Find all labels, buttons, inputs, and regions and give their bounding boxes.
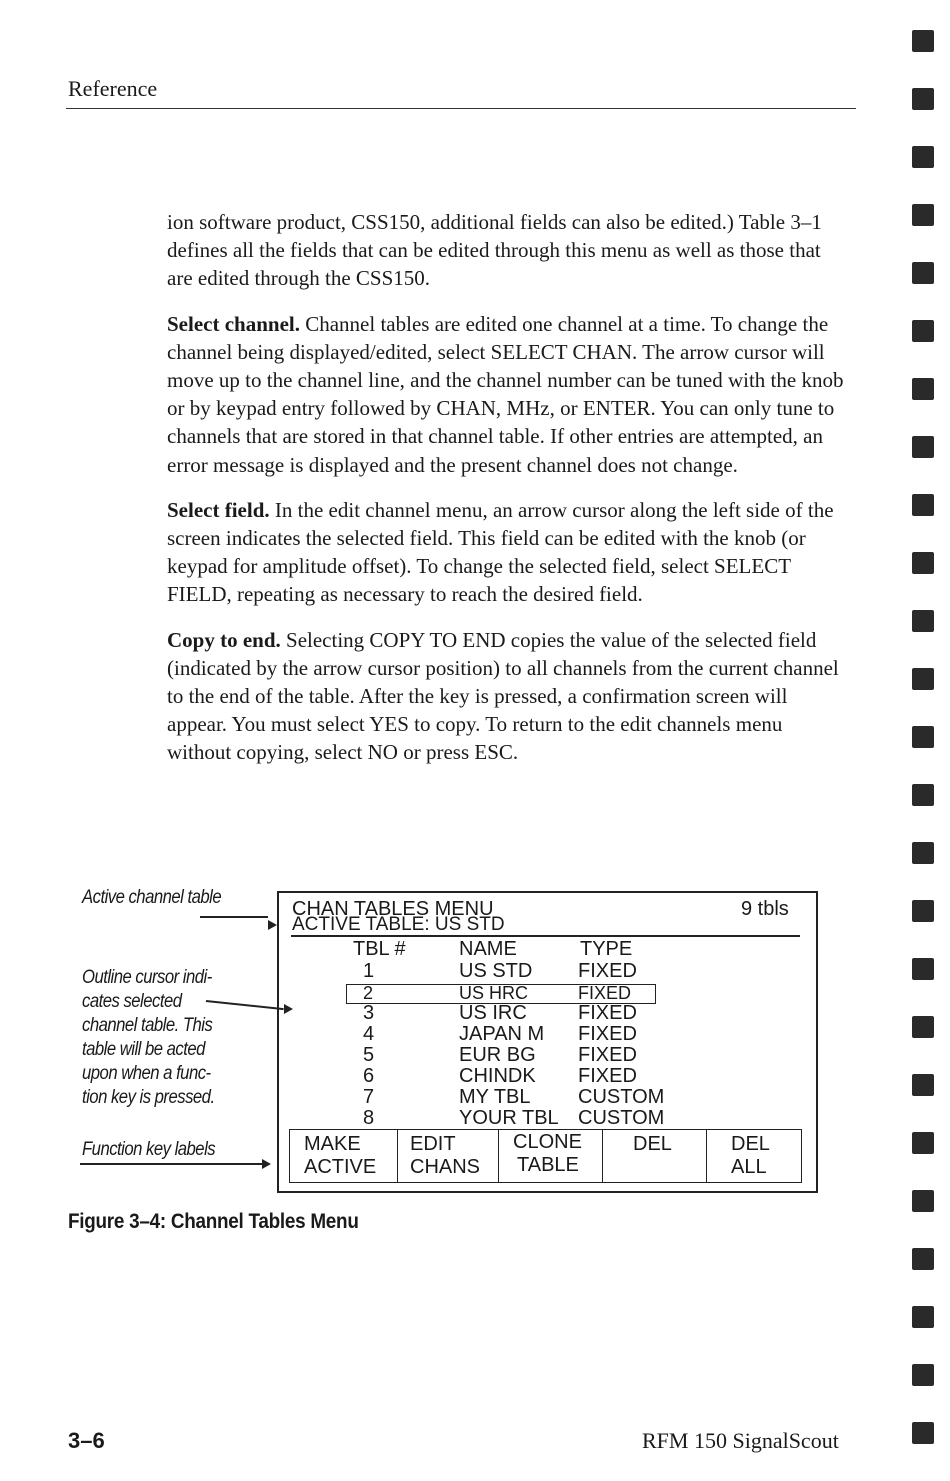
thumb-tab: [912, 784, 934, 806]
fkey-label-line1: CLONE: [513, 1131, 582, 1153]
del-key[interactable]: [603, 1130, 707, 1182]
thumb-tab: [912, 146, 934, 168]
table-row-num: 7: [363, 1086, 375, 1108]
del-all-key[interactable]: [707, 1130, 800, 1182]
table-row-num: 4: [363, 1023, 375, 1045]
active-table-line: ACTIVE TABLE: US STD: [292, 914, 505, 935]
thumb-tab: [912, 726, 934, 748]
table-row-type: FIXED: [578, 983, 632, 1003]
thumb-tab: [912, 1190, 934, 1212]
screen-divider: [291, 935, 800, 937]
fkey-label-line1: DEL: [633, 1133, 672, 1155]
table-row-name: US HRC: [459, 983, 529, 1003]
fkey-label-line2: ACTIVE: [304, 1156, 377, 1178]
thumb-tab: [912, 378, 934, 400]
paragraph-copy-to-end: Copy to end. Selecting COPY TO END copies the value of the selected field (indicated by the arrow cursor position) to all channels from the current channel to the end of the table. After the key is pressed, a confirmation screen will appear. You must select YES to copy. To return to the edit channels menu without copying, select NO or press ESC.: [167, 627, 839, 765]
page-number: 3–6: [68, 1428, 105, 1453]
callout-function-key-labels: Function key labels: [82, 1139, 216, 1160]
table-row-num: 6: [363, 1065, 375, 1087]
footer-product-title: RFM 150 SignalScout: [642, 1428, 839, 1453]
thumb-tab: [912, 1306, 934, 1328]
table-row-name: JAPAN M: [459, 1023, 545, 1045]
header-rule: [66, 108, 856, 109]
table-row-type: CUSTOM: [578, 1107, 665, 1129]
thumb-tab: [912, 436, 934, 458]
thumb-tab: [912, 842, 934, 864]
table-row-name: CHINDK: [459, 1065, 536, 1087]
column-header-num: TBL #: [353, 938, 406, 960]
table-row-num: 2: [363, 983, 374, 1003]
thumb-tab: [912, 552, 934, 574]
arrow-icon: [268, 920, 277, 930]
make-active-key[interactable]: [290, 1130, 398, 1182]
callout-outline-cursor: Outline cursor indi- cates selected channel table. This table will be acted upon when a func- tion key is pressed.: [82, 967, 215, 1108]
table-row-type: CUSTOM: [578, 1086, 665, 1108]
table-row-num: 3: [363, 1002, 375, 1024]
table-row-num: 5: [363, 1044, 375, 1066]
callout-active-channel-table: Active channel table: [82, 887, 222, 908]
fkey-label-line2: CHANS: [410, 1156, 481, 1178]
fkey-label-line2: ALL: [731, 1156, 767, 1178]
table-row-type: FIXED: [578, 960, 637, 982]
thumb-tab: [912, 30, 934, 52]
menu-title: CHAN TABLES MENU: [292, 898, 494, 920]
thumb-tab: [912, 320, 934, 342]
fkey-label-line1: DEL: [731, 1133, 770, 1155]
table-row-num: 8: [363, 1107, 375, 1129]
arrow-icon: [262, 1159, 271, 1169]
table-row-type: FIXED: [578, 1023, 637, 1045]
thumb-tab: [912, 494, 934, 516]
thumb-tab: [912, 1364, 934, 1386]
table-row-name: YOUR TBL: [459, 1107, 559, 1129]
thumb-tab: [912, 88, 934, 110]
callout-leader: [206, 1000, 284, 1010]
thumb-index-tabs: [912, 30, 934, 1470]
fkey-label-line2: TABLE: [517, 1154, 579, 1176]
chan-tables-screen: [277, 891, 818, 1193]
clone-table-key[interactable]: [499, 1130, 603, 1182]
thumb-tab: [912, 900, 934, 922]
table-row-name: US STD: [459, 960, 533, 982]
thumb-tab: [912, 1248, 934, 1270]
thumb-tab: [912, 204, 934, 226]
thumb-tab: [912, 1074, 934, 1096]
thumb-tab: [912, 1016, 934, 1038]
thumb-tab: [912, 1132, 934, 1154]
thumb-tab: [912, 1422, 934, 1444]
table-row-name: US IRC: [459, 1002, 527, 1024]
fkey-label-line1: EDIT: [410, 1133, 456, 1155]
function-key-bar: [289, 1129, 802, 1183]
table-row-name: MY TBL: [459, 1086, 531, 1108]
running-header: Reference: [68, 76, 158, 101]
table-row-name: EUR BG: [459, 1044, 536, 1066]
table-row-num: 1: [363, 960, 375, 982]
paragraph-select-channel: Select channel. Channel tables are edited one channel at a time. To change the channel being displayed/edited, select SELECT CHAN. The arrow cursor will move up to the channel line, and the channel number can be tuned with the knob or by keypad entry followed by CHAN, MHz, or ENTER. You can only tune to channels that are stored in that channel table. If other entries are attempted, an error message is displayed and the present channel does not change.: [167, 311, 844, 477]
thumb-tab: [912, 262, 934, 284]
figure-caption: Figure 3–4: Channel Tables Menu: [68, 1210, 359, 1233]
callout-leader: [200, 916, 268, 918]
paragraph-select-field: Select field. In the edit channel menu, an arrow cursor along the left side of the screen indicates the selected field. This field can be edited with the knob (or keypad for amplitude offset). To change the selected field, select SELECT FIELD, repeating as necessary to reach the desired field.: [167, 497, 834, 607]
table-row-type: FIXED: [578, 1002, 637, 1024]
table-row-type: FIXED: [578, 1044, 637, 1066]
column-header-type: TYPE: [580, 938, 633, 960]
thumb-tab: [912, 668, 934, 690]
paragraph-intro: ion software product, CSS150, additional fields can also be edited.) Table 3–1 defines all the fields that can be edited through this menu as well as those that are edited through the CSS150.: [167, 210, 822, 291]
callout-leader: [80, 1163, 264, 1165]
thumb-tab: [912, 610, 934, 632]
table-row-type: FIXED: [578, 1065, 637, 1087]
table-count: 9 tbls: [741, 898, 789, 920]
thumb-tab: [912, 958, 934, 980]
column-header-name: NAME: [459, 938, 517, 960]
edit-chans-key[interactable]: [398, 1130, 499, 1182]
fkey-label-line1: MAKE: [304, 1133, 361, 1155]
body-text: [167, 208, 847, 784]
